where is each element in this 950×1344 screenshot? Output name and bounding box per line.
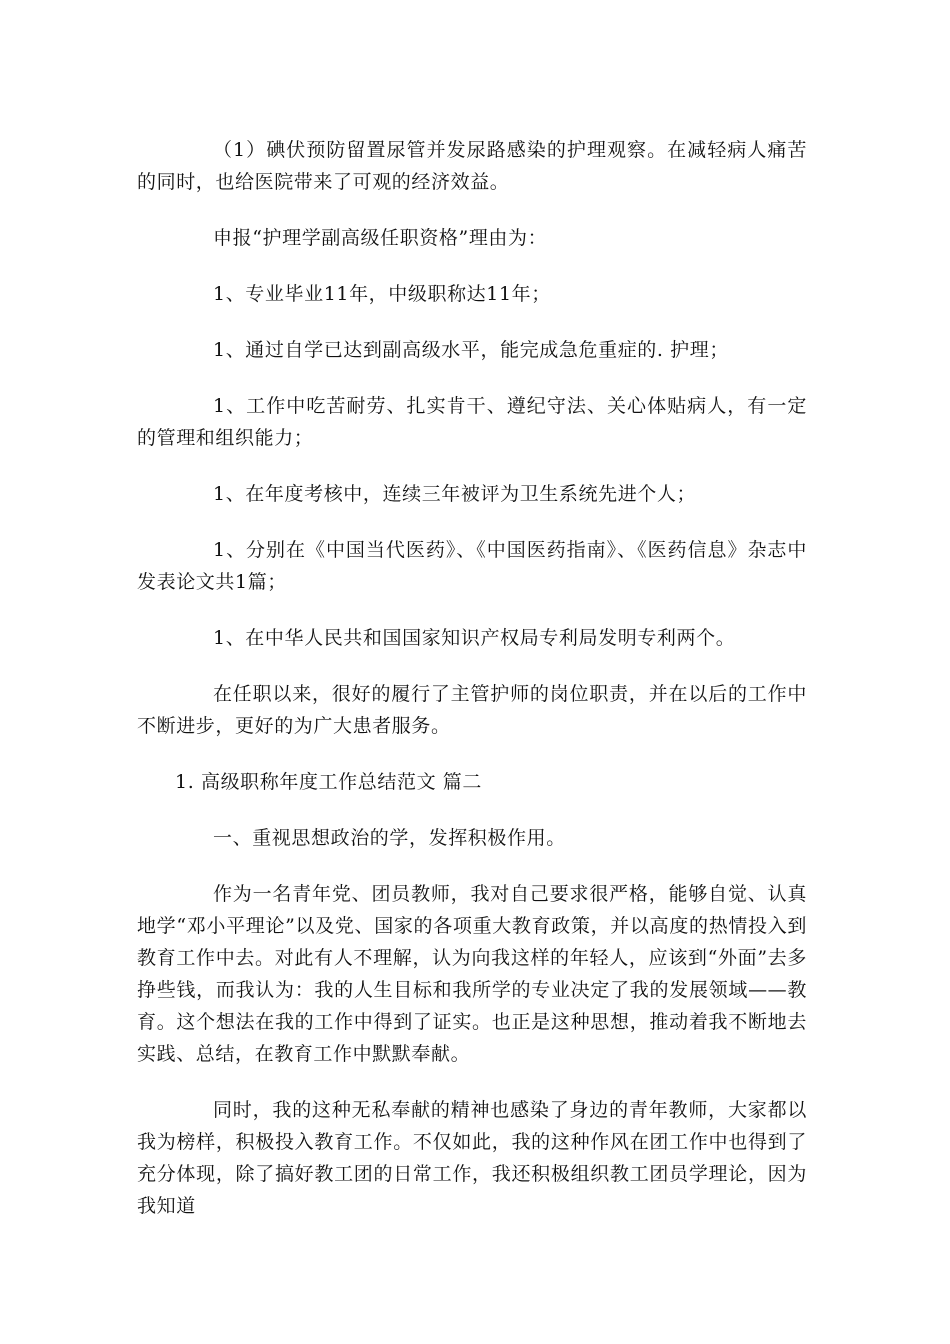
document-body <box>137 134 807 1246</box>
paragraph-iodophor-observation: （1）碘伏预防留置尿管并发尿路感染的护理观察。在减轻病人痛苦的同时，也给医院带来了可观的经济效益。 <box>137 139 807 193</box>
paragraph-reason-assessment: 1、在年度考核中，连续三年被评为卫生系统先进个人； <box>213 483 697 505</box>
paragraph-influence: 同时，我的这种无私奉献的精神也感染了身边的青年教师，大家都以我为榜样，积极投入教育工作。不仅如此，我的这种作风在团工作中也得到了充分体现，除了搞好教工团的日常工作，我还积极组织教工团员学理论，因为我知道 <box>137 1099 807 1217</box>
paragraph-reason-patents: 1、在中华人民共和国国家知识产权局专利局发明专利两个。 <box>213 627 736 649</box>
section-heading: 1. 高级职称年度工作总结范文 篇二 <box>175 771 483 793</box>
paragraph-reason-self-study: 1、通过自学已达到副高级水平，能完成急危重症的. 护理； <box>213 339 729 361</box>
paragraph-reason-years: 1、专业毕业11年，中级职称达11年； <box>213 283 551 305</box>
paragraph-subheading-politics: 一、重视思想政治的学，发挥积极作用。 <box>213 827 566 849</box>
paragraph-teacher-dedication: 作为一名青年党、团员教师，我对自己要求很严格，能够自觉、认真地学“邓小平理论”以及党、国家的各项重大教育政策，并以高度的热情投入到教育工作中去。对此有人不理解，认为向我这样的年轻人，应该到“外面”去多挣些钱，而我认为：我的人生目标和我所学的专业决定了我的发展领域——教育。这个想法在我的工作中得到了证实。也正是这种思想，推动着我不断地去实践、总结，在教育工作中默默奉献。 <box>137 883 807 1065</box>
paragraph-reason-work-attitude: 1、工作中吃苦耐劳、扎实肯干、遵纪守法、关心体贴病人，有一定的管理和组织能力； <box>137 395 807 449</box>
paragraph-summary: 在任职以来，很好的履行了主管护师的岗位职责，并在以后的工作中不断进步，更好的为广大患者服务。 <box>137 683 807 737</box>
paragraph-application-reasons: 申报“护理学副高级任职资格”理由为： <box>213 227 548 249</box>
paragraph-reason-publications: 1、分别在《中国当代医药》、《中国医药指南》、《医药信息》杂志中发表论文共1篇； <box>137 539 807 593</box>
